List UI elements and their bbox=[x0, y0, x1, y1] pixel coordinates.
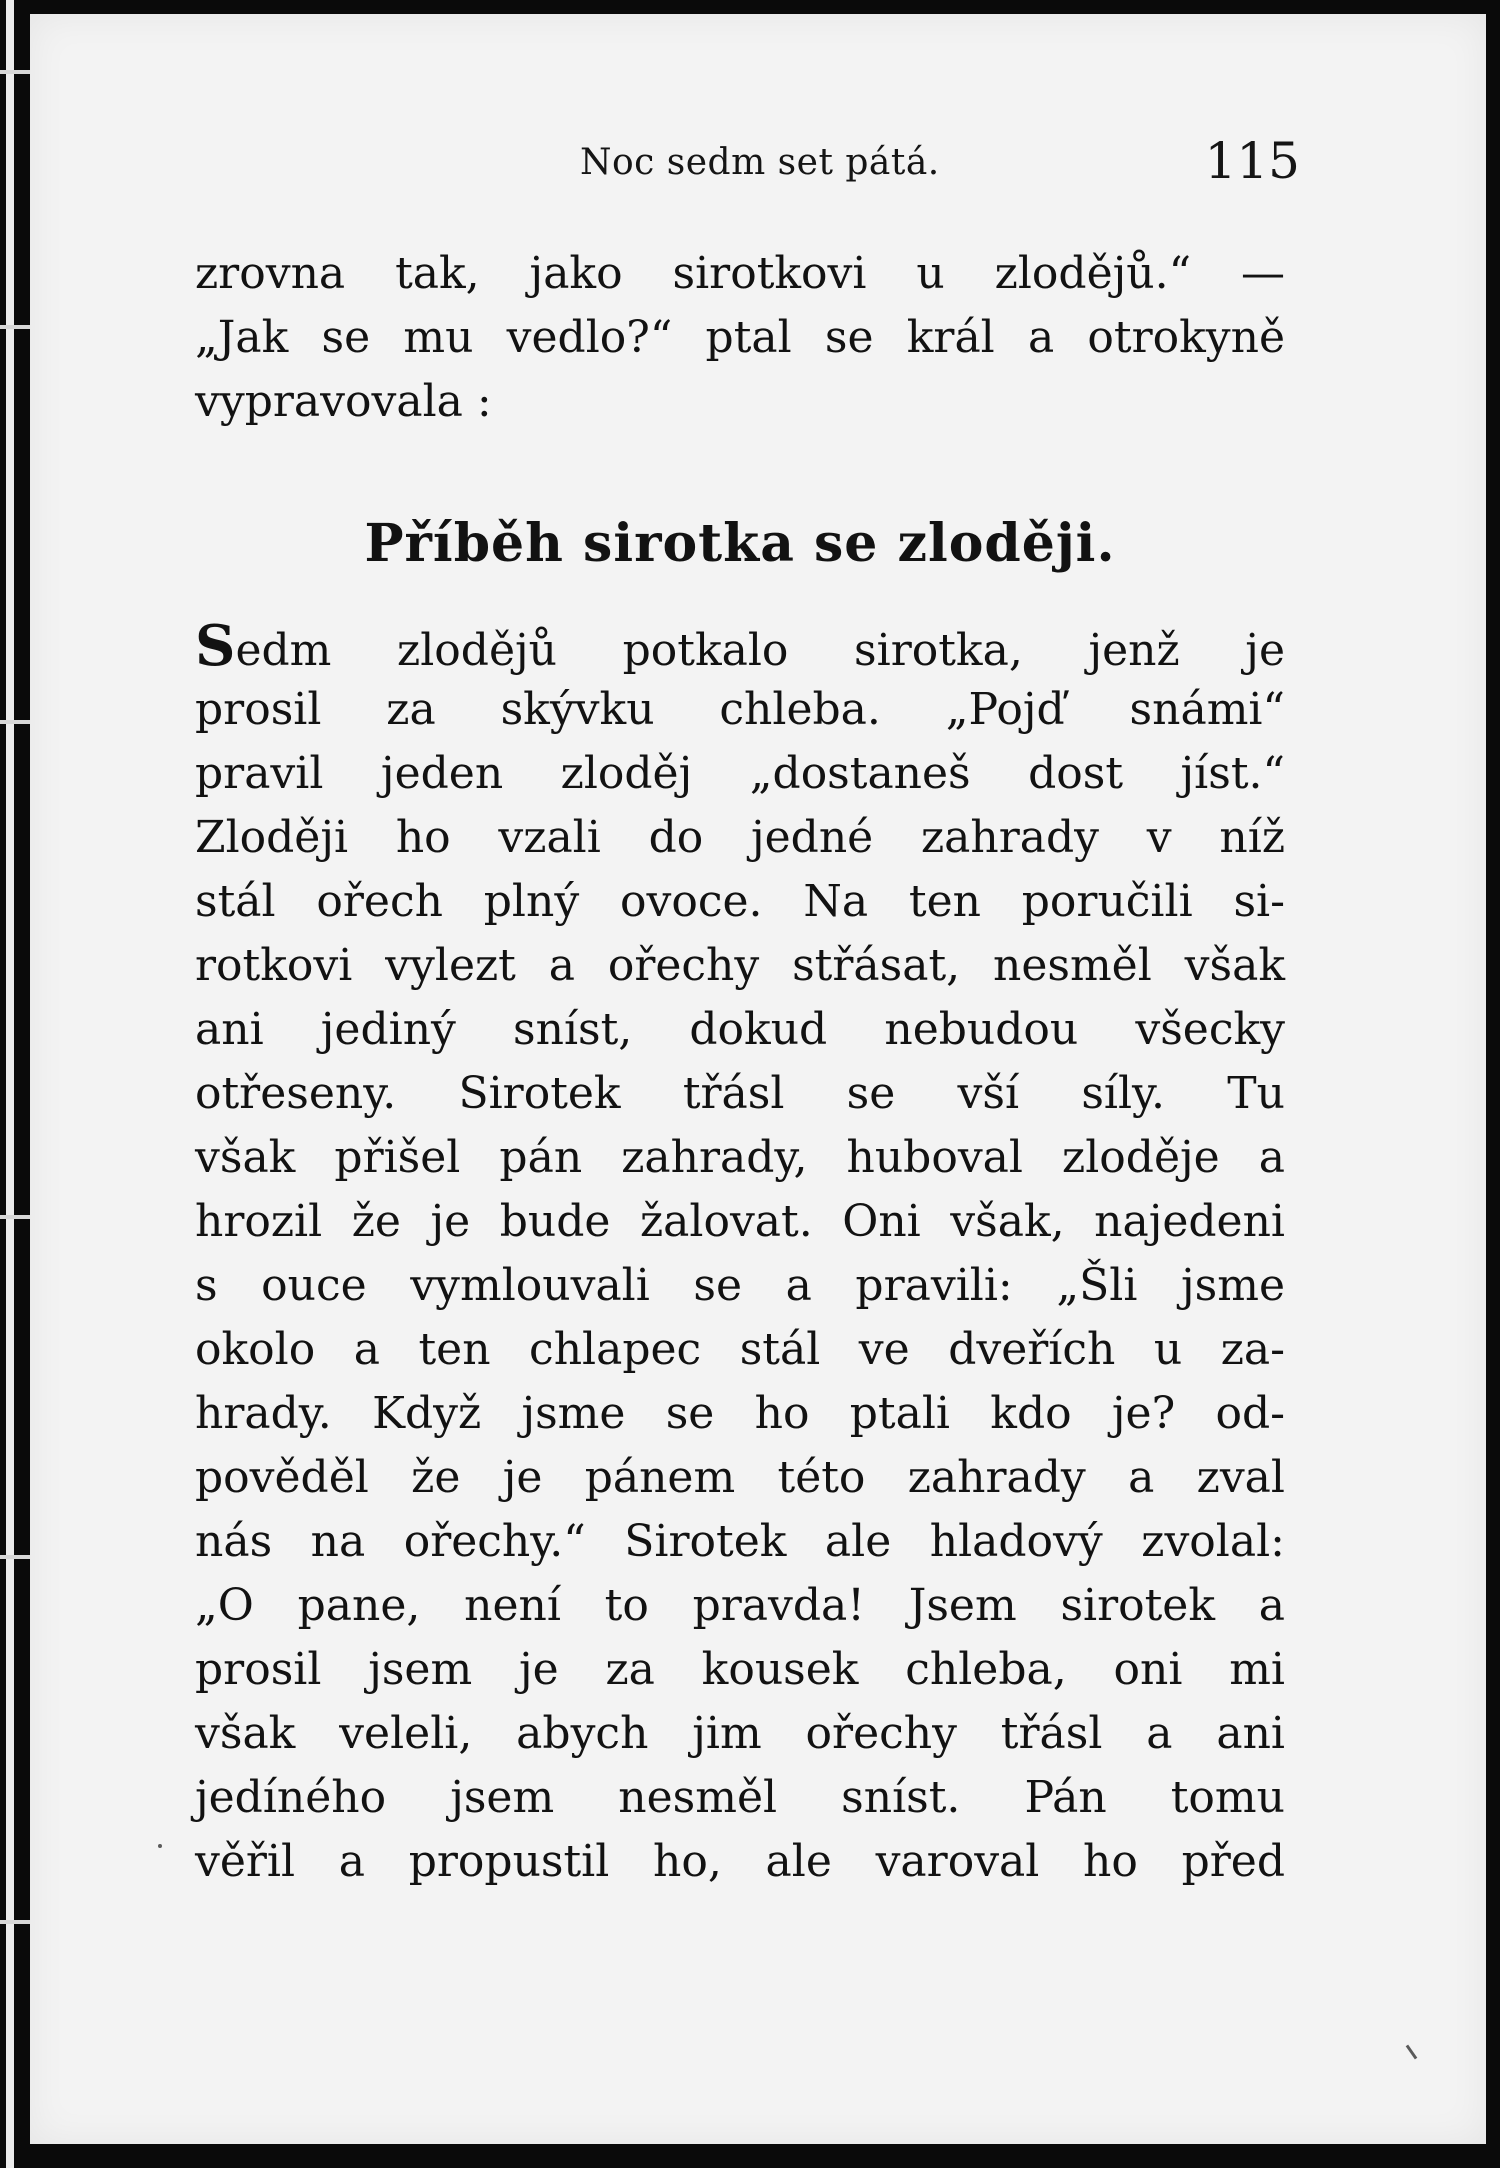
intro-line: vypravovala : bbox=[195, 376, 492, 427]
binding-mark bbox=[0, 1920, 30, 1924]
story-line: otřeseny. Sirotek třásl se vší síly. Tu bbox=[195, 1068, 1285, 1119]
scan-speck bbox=[1406, 2045, 1418, 2060]
story-line: pověděl že je pánem této zahrady a zval bbox=[195, 1452, 1285, 1503]
binding-mark bbox=[0, 1555, 30, 1559]
intro-line: zrovna tak, jako sirotkovi u zlodějů.“ — bbox=[195, 248, 1285, 299]
book-page bbox=[30, 14, 1486, 2144]
story-line: rotkovi vylezt a ořechy střásat, nesměl však bbox=[195, 940, 1285, 991]
story-line: ani jediný sníst, dokud nebudou všecky bbox=[195, 1004, 1285, 1055]
chapter-title: Příběh sirotka se zloději. bbox=[364, 513, 1116, 574]
story-line: pravil jeden zloděj „dostaneš dost jíst.“ bbox=[195, 748, 1285, 799]
binding-mark bbox=[0, 720, 30, 724]
story-line: jedíného jsem nesměl sníst. Pán tomu bbox=[195, 1772, 1285, 1823]
story-line: Zloději ho vzali do jedné zahrady v níž bbox=[195, 812, 1285, 863]
story-line: však veleli, abych jim ořechy třásl a ani bbox=[195, 1708, 1285, 1759]
story-line: však přišel pán zahrady, huboval zloděje a bbox=[195, 1132, 1285, 1183]
running-head bbox=[550, 132, 1320, 192]
story-line: prosil jsem je za kousek chleba, oni mi bbox=[195, 1644, 1285, 1695]
story-line: Sedm zlodějů potkalo sirotka, jenž je bbox=[195, 613, 1285, 679]
story-line: nás na ořechy.“ Sirotek ale hladový zvolal: bbox=[195, 1516, 1285, 1567]
story-line: hrady. Když jsme se ho ptali kdo je? od- bbox=[195, 1388, 1285, 1439]
story-line: věřil a propustil ho, ale varoval ho před bbox=[195, 1836, 1285, 1887]
page-number: 115 bbox=[1204, 132, 1300, 190]
text-block bbox=[195, 242, 1285, 1894]
story-line: „O pane, není to pravda! Jsem sirotek a bbox=[195, 1580, 1285, 1631]
scan-speck bbox=[158, 1844, 162, 1848]
binding-mark bbox=[0, 325, 30, 329]
intro-line: „Jak se mu vedlo?“ ptal se král a otrokyně bbox=[195, 312, 1285, 363]
binding-mark bbox=[0, 70, 30, 74]
running-title: Noc sedm set pátá. bbox=[580, 142, 940, 183]
story-line: stál ořech plný ovoce. Na ten poručili si- bbox=[195, 876, 1285, 927]
story-line: hrozil že je bude žalovat. Oni však, najedeni bbox=[195, 1196, 1285, 1247]
binding-mark bbox=[0, 1215, 30, 1219]
story-line: okolo a ten chlapec stál ve dveřích u za- bbox=[195, 1324, 1285, 1375]
story-line: s ouce vymlouvali se a pravili: „Šli jsme bbox=[195, 1260, 1285, 1311]
story-line: prosil za skývku chleba. „Pojď snámi“ bbox=[195, 684, 1285, 735]
